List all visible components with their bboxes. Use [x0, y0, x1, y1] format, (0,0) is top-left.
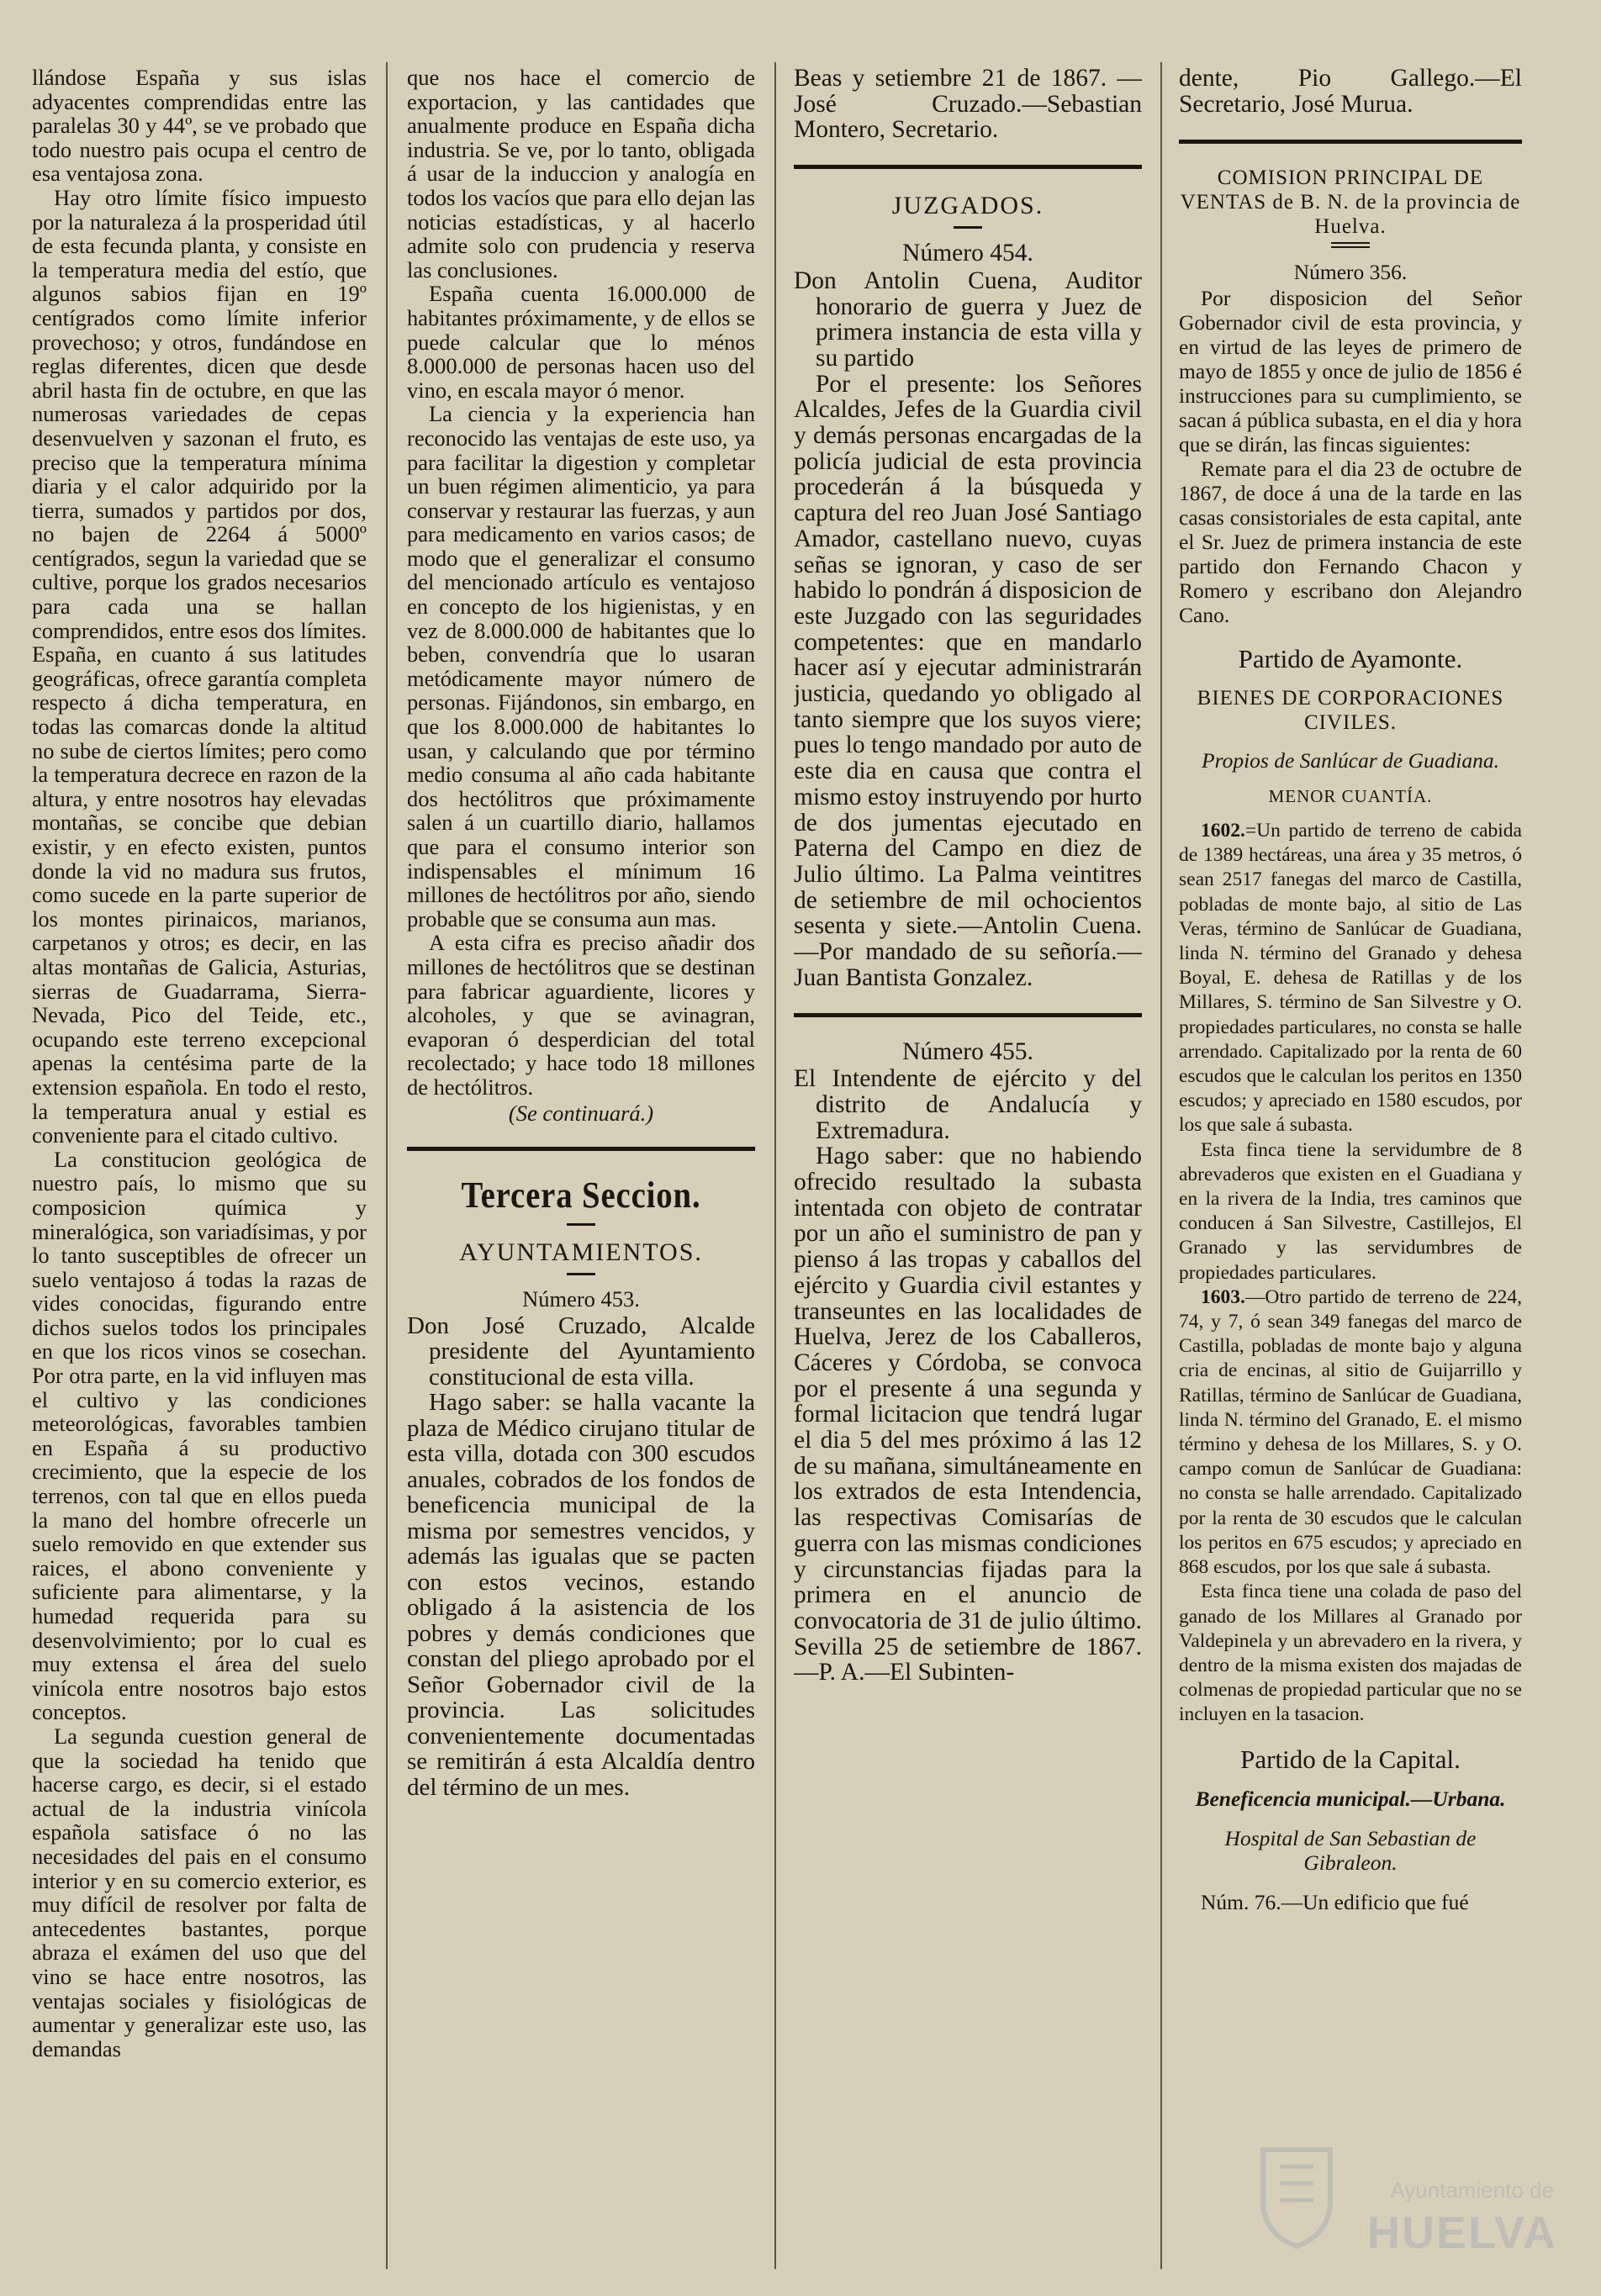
subsection-title: JUZGADOS.: [891, 192, 1044, 220]
lot-note: Esta finca tiene la servidumbre de 8 abrevaderos que existen en el Guadiana y en la rivera de la India, tres caminos que conducen á San Silvestre, Castillejos, El Granado y las servidumbres de propiedades particulares.: [1179, 1138, 1522, 1284]
paragraph: España cuenta 16.000.000 de habitantes próximamente, y de ellos se puede calcular que lo ménos 8.000.000 de personas hacen uso del vino, en escala mayor ó menor.: [407, 281, 755, 403]
divider-dash: [567, 1223, 595, 1226]
archive-watermark: [1255, 2133, 1557, 2259]
lot-number: 1602.: [1201, 820, 1245, 842]
paragraph: dente, Pio Gallego.—El Secretario, José Murua.: [1179, 66, 1522, 118]
paragraph: Hay otro límite físico impuesto por la naturaleza á la prosperidad útil de esta fecunda planta, y consiste en la temperatura media del estío, que algunos sabios fijan en 19º centígrados como límite inferior provechoso; y otros, fundándose en reglas diferentes, dicen que desde abril hasta fin de octubre, en que las numerosas variedades de cepas desenvuelven y sazonan el fruto, es preciso que la temperatura mínima diaria y el calor adquirido por la tierra, sumados y partidos por dos, no bajen de 2264 á 5000º centígrados, segun la variedad que se cultive, porque los grados necesarios para cada una se hallan comprendidos, entre esos dos límites. España, en cuanto á sus latitudes geográficas, ofrece garantía completa respecto á dicha temperatura, en todas las comarcas donde la altitud no sube de ciertos límites; pero como la temperatura decrece en razon de la altura, y entre nosotros hay elevadas montañas, se concibe que debian existir, y en efecto existen, puntos donde la vid no madura sus frutos, como sucede en la parte superior de los montes pirinaicos, marianos, carpetanos y otros; es decir, en las altas montañas de Galicia, Asturias, sierras de Guadarrama, Sierra-Nevada, Pico del Teide, etc., ocupando este terreno excepcional apenas la centésima parte de la extension española. En todo el resto, la temperatura anual y estial es conveniente para el citado cultivo.: [32, 184, 367, 1148]
section-divider: [407, 1147, 755, 1151]
lot-number: 1603.: [1201, 1285, 1245, 1308]
paragraph: Por el presente: los Señores Alcaldes, Jefes de la Guardia civil y demás personas encargadas de la policía judicial de esta provincia procederán á la búsqueda y captura del reo Juan José Santiago Amador, castellano nuevo, cuyas señas se ignoran, y caso de ser habido lo pondrán á disposicion de este Juzgado con las seguridades competentes: que en mandarlo hacer así y ejecutar administrarán justicia, quedando yo obligado al tanto siempre que los suyos viere; pues lo tengo mandado por auto de este dia en causa que contra el mismo estoy instruyendo por hurto de dos jumentas ejecutado en Paterna del Campo en diez de Julio último. La Palma veintitres de setiembre de mil ochocientos sesenta y siete.—Antolin Cuena.—Por mandado de su señoría.—Juan Bantista Gonzalez.: [794, 370, 1142, 991]
column-1: [32, 66, 367, 2268]
subsection-title: AYUNTAMIENTOS.: [459, 1238, 703, 1267]
section-divider: [1179, 140, 1522, 144]
paragraph: La segunda cuestion general de que la sociedad ha tenido que hacerse cargo, es decir, si el estado actual de la industria vinícola española satisface ó no las necesidades del pais en el consumo interior y en su comercio exterior, es muy difícil de resolver por falta de antecedentes bastantes, porque abraza el exámen del uso que del vino se hace entre nosotros, las ventajas sociales y fisiológicas de aumentar y generalizar este uso, las demandas: [32, 1723, 367, 2061]
lot-description: Otro partido de terreno de 224, 74, y 7, ó sean 349 fanegas del marco de Castilla, pobladas de monte bajo y alguna cria de encinas, al sitio de Guijarrillo y Ratillas, término de Sanlúcar de Guadiana, linda N. término del Granado, E. el mismo término y dehesa de los Millares, S. y O. campo comun de Sanlúcar de Guadiana: no consta se halle arrendado. Capitalizado por la renta de 30 escudos que le calculan los peritos en 675 escudos; y apreciado en 868 escudos, por los que sale á subasta.: [1179, 1285, 1522, 1579]
paragraph: Por disposicion del Señor Gobernador civil de esta provincia, y en virtud de las leyes de primero de mayo de 1855 y once de julio de 1856 é instrucciones para su cumplimiento, se sacan á pública subasta, en el dia y hora que se dirán, las fincas siguientes:: [1179, 286, 1522, 457]
divider-dash: [1331, 242, 1370, 248]
notice-number: Número 356.: [1293, 260, 1408, 284]
divider-dash: [954, 226, 982, 229]
subcategory-heading: Hospital de San Sebastian de Gibraleon.: [1224, 1825, 1477, 1875]
paragraph: Hago saber: se halla vacante la plaza de Médico cirujano titular de esta villa, dotada con 300 escudos anuales, cobrados de los fondos de beneficencia municipal de la misma por semestres vencidos, y además las igualas que se pacten con estos vecinos, estando obligado á la asistencia de los pobres y demás condiciones que constan del pliego aprobado por el Señor Gobernador civil de la provincia. Las solicitudes convenientemente documentadas se remitirán á esta Alcaldía dentro del término de un mes.: [407, 1389, 755, 1801]
column-rule: [774, 62, 776, 2269]
district-heading: Partido de Ayamonte.: [1238, 644, 1463, 673]
subcategory-heading: Propios de Sanlúcar de Guadiana.: [1202, 748, 1499, 773]
column-3: [794, 66, 1142, 2268]
continued-note: (Se continuará.): [508, 1100, 654, 1126]
column-4: [1179, 66, 1522, 2268]
lot-note: Esta finca tiene una colada de paso del ganado de los Millares al Granado por Valdepinela y un abrevadero en la rivera, y dentro de la misma existen dos majadas de colmenas de propiedad particular que no se incluyen en la tasacion.: [1179, 1581, 1522, 1726]
crest-icon: [1255, 2133, 1339, 2251]
notice-number: Número 455.: [902, 1037, 1033, 1065]
paragraph: A esta cifra es preciso añadir dos millones de hectólitros que se destinan para fabricar aguardiente, licores y alcoholes, y que se avinagran, evaporan ó desperdician del total recolectado; y hace todo 18 millones de hectólitros.: [407, 930, 755, 1100]
column-rule: [1160, 62, 1162, 2269]
subcategory-heading: Beneficencia municipal.—Urbana.: [1195, 1786, 1506, 1811]
paragraph: Remate para el dia 23 de octubre de 1867, de doce á una de la tarde en las casas consistoriales de esta capital, ante el Sr. Juez de primera instancia de este partido don Fernando Chacon y Romero y escribano don Alejandro Cano.: [1179, 457, 1522, 627]
column-rule: [386, 62, 388, 2269]
paragraph: Beas y setiembre 21 de 1867. —José Cruzado.—Sebastian Montero, Secretario.: [794, 66, 1142, 144]
paragraph: que nos hace el comercio de exportacion, y las cantidades que anualmente produce en España dicha industria. Se ve, por lo tanto, obligada á usar de la induccion y analogía en todos los vacíos que para ello dejan las noticias estadísticas, y al hacerlo admite solo con prudencia y reserva las conclusiones.: [407, 66, 755, 282]
lot-entry: Núm. 76.—Un edificio que fué: [1201, 1889, 1469, 1914]
category-heading: BIENES DE CORPORACIONES CIVILES.: [1197, 687, 1504, 734]
notice-heading: Don Antolin Cuena, Auditor honorario de guerra y Juez de primera instancia de esta villa y su partido: [794, 267, 1142, 372]
lot-description: Un partido de terreno de cabida de 1389 hectáreas, una área y 35 metros, ó sean 2517 fanegas del marco de Castilla, pobladas de monte bajo, al sitio de Las Veras, término de Sanlúcar de Guadiana, linda N. término del Granado y dehesa Boyal, E. dehesa de Ratillas y de los Millares, S. término de San Silvestre y O. propiedades particulares, no consta se halle arrendado. Capitalizado por la renta de 60 escudos que le calculan los peritos en 1350 escudos; y apreciado en 1580 escudos, por los que sale á subasta.: [1179, 820, 1522, 1137]
paragraph: llándose España y sus islas adyacentes comprendidas entre las paralelas 30 y 44º, se ve probado que todo nuestro pais ocupa el centro de esa ventajosa zona.: [32, 66, 367, 187]
watermark-line: Ayuntamiento de: [1390, 2177, 1554, 2203]
section-title: Tercera Seccion.: [461, 1174, 701, 1217]
notice-heading: El Intendente de ejército y del distrito de Andalucía y Extremadura.: [794, 1065, 1142, 1144]
paragraph: La ciencia y la experiencia han reconocido las ventajas de este uso, ya para facilitar la digestion y completar un buen régimen alimenticio, ya para conservar y restaurar las fuerzas, y aun para medicamento en varios casos; de modo que el generalizar el consumo del mencionado artículo es ventajoso en concepto de los higienistas, y en vez de 8.000.000 de habitantes que lo beben, convendría que lo usaran metódicamente mayor número de personas. Fijándonos, sin embargo, en que los 8.000.000 de habitantes lo usan, y calculando que por término medio consuma al año cada habitante dos hectólitros que próximamente salen á un cuartillo diario, hallamos que para el consumo interior son indispensables el mínimum 16 millones de hectólitros por año, siendo probable que se consuma aun mas.: [407, 401, 755, 932]
lot-entry: 1603.—Otro partido de terreno de 224, 74, y 7, ó sean 349 fanegas del marco de Castilla, pobladas de monte bajo y alguna cria de encinas, al sitio de Guijarrillo y Ratillas, término de Sanlúcar de Guadiana, linda N. término del Granado, E. el mismo término y dehesa de los Millares, S. y O. campo comun de Sanlúcar de Guadiana: no consta se halle arrendado. Capitalizado por la renta de 30 escudos que le calculan los peritos en 675 escudos; y apreciado en 868 escudos, por los que sale á subasta.: [1179, 1285, 1522, 1579]
paragraph: Hago saber: que no habiendo ofrecido resultado la subasta intentada con objeto de contratar por un año el suministro de pan y pienso á las tropas y caballos del ejército y Guardia civil estantes y transeuntes en las localidades de Huelva, Jerez de los Caballeros, Cáceres y Córdoba, se convoca por el presente á una segunda y formal licitacion que tendrá lugar el dia 5 del mes próximo á las 12 de su mañana, simultáneamente en los extrados de esta Intendencia, las respectivas Comisarías de guerra con las mismas condiciones y circunstancias fijadas para la primera en el anuncio de convocatoria de 31 de julio último. Sevilla 25 de setiembre de 1867.—P. A.—El Subinten-: [794, 1143, 1142, 1686]
notice-number: Número 454.: [902, 240, 1033, 267]
paragraph: La constitucion geológica de nuestro país, lo mismo que su composicion química y mineralógica, son variadísimas, y por lo tanto susceptibles de ofrecer un suelo ventajoso á todas la razas de vides conocidas, figurando entre dichos suelos todos los principales en que los ricos vinos se cosechan. Por otra parte, en la vid influyen mas el cultivo y las condiciones meteorológicas, favorables tambien en España á su productivo crecimiento, que la especie de los terrenos, con tal que en ellos pueda la mano del hombre ofrecerle un suelo removido en que extender sus raices, el abono conveniente y suficiente para alimentarse, y la humedad requerida para su desenvolvimiento; por lo cual es muy extensa el área del suelo vinícola entre nosotros bajo estos conceptos.: [32, 1146, 367, 1725]
section-divider: [794, 1013, 1142, 1017]
section-divider: [794, 165, 1142, 169]
column-2: [407, 66, 755, 2268]
divider-dash: [567, 1273, 595, 1275]
notice-number: Número 453.: [522, 1286, 640, 1312]
watermark-title: HUELVA: [1367, 2208, 1557, 2258]
district-heading: Partido de la Capital.: [1240, 1744, 1461, 1774]
category-heading: MENOR CUANTÍA.: [1268, 786, 1433, 806]
subsection-title: COMISION PRINCIPAL DE VENTAS de B. N. de la provincia de Huelva.: [1180, 166, 1521, 238]
lot-entry: 1602.=Un partido de terreno de cabida de 1389 hectáreas, una área y 35 metros, ó sean 2517 fanegas del marco de Castilla, pobladas de monte bajo, al sitio de Las Veras, término de Sanlúcar de Guadiana, linda N. término del Granado y dehesa Boyal, E. dehesa de Ratillas y de los Millares, S. término de San Silvestre y O. propiedades particulares, no consta se halle arrendado. Capitalizado por la renta de 60 escudos que le calculan los peritos en 1350 escudos; y apreciado en 1580 escudos, por los que sale á subasta.: [1179, 820, 1522, 1137]
notice-heading: Don José Cruzado, Alcalde presidente del Ayuntamiento constitucional de esta villa.: [407, 1312, 755, 1391]
